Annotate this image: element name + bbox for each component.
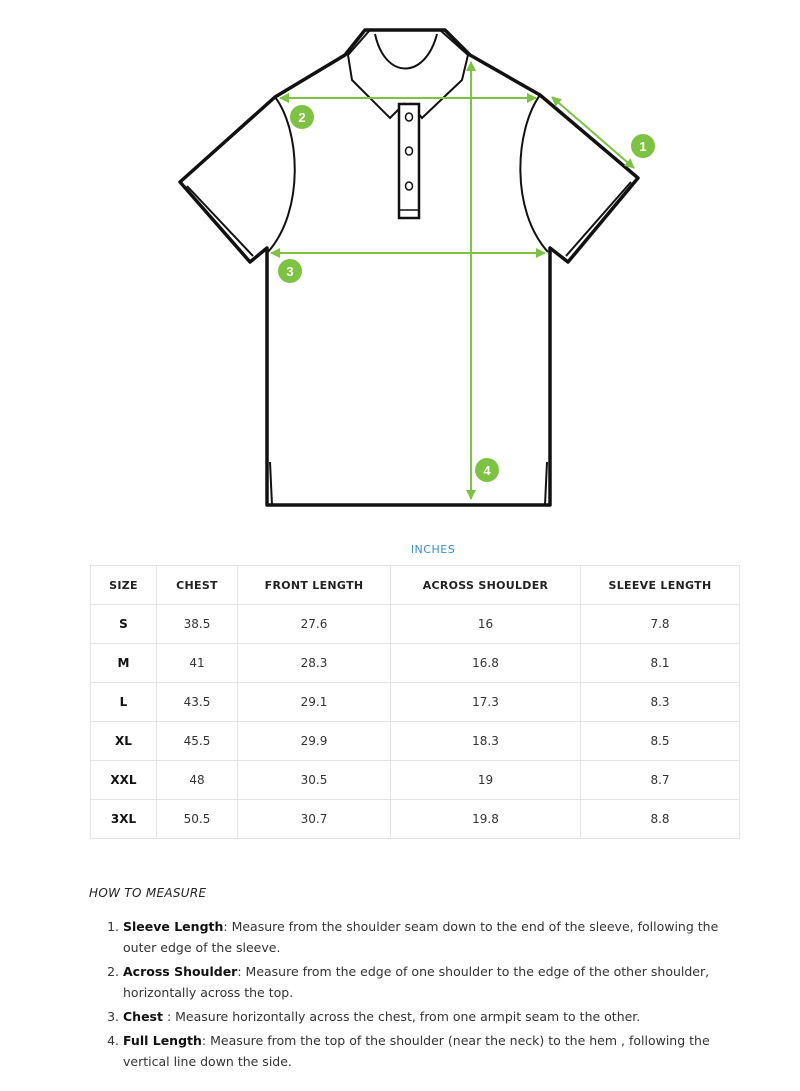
polo-shirt-diagram [0,0,800,520]
how-to-measure-title: HOW TO MEASURE [89,886,207,900]
instruction-desc: : Measure from the top of the shoulder (near the neck) to the hem , following the vertical line down the side. [123,1033,710,1069]
across-shoulder-cell: 19 [391,761,581,800]
across-shoulder-cell: 17.3 [391,683,581,722]
table-row [91,644,740,683]
front-length-cell: 27.6 [238,605,391,644]
marker-2 [290,105,314,129]
sleeve-length-cell: 8.1 [581,644,740,683]
size-cell: M [91,644,157,683]
across-shoulder-cell: 19.8 [391,800,581,839]
size-cell: L [91,683,157,722]
table-row [91,722,740,761]
instruction-desc: : Measure horizontally across the chest, from one armpit seam to the other. [162,1009,641,1024]
header-front-length: FRONT LENGTH [238,566,391,605]
svg-text:3: 3 [286,264,294,279]
size-cell: XXL [91,761,157,800]
table-header-row [91,566,740,605]
sleeve-length-cell: 8.7 [581,761,740,800]
instruction-term: Full Length [123,1033,202,1048]
header-sleeve-length: SLEEVE LENGTH [581,566,740,605]
svg-text:2: 2 [298,110,306,125]
size-cell: 3XL [91,800,157,839]
front-length-cell: 29.1 [238,683,391,722]
marker-1 [631,134,655,158]
chest-cell: 45.5 [157,722,238,761]
front-length-cell: 30.5 [238,761,391,800]
sleeve-length-cell: 8.8 [581,800,740,839]
across-shoulder-cell: 16 [391,605,581,644]
sleeve-length-cell: 7.8 [581,605,740,644]
across-shoulder-cell: 18.3 [391,722,581,761]
list-item [123,916,729,958]
header-size: SIZE [91,566,157,605]
sleeve-length-cell: 8.3 [581,683,740,722]
svg-text:4: 4 [483,463,491,478]
chest-cell: 38.5 [157,605,238,644]
chest-cell: 41 [157,644,238,683]
instruction-desc: : Measure from the edge of one shoulder to the edge of the other shoulder, horizontally across the top. [123,964,710,1000]
table-row [91,800,740,839]
across-shoulder-cell: 16.8 [391,644,581,683]
list-item [123,961,729,1003]
table-row [91,605,740,644]
header-across-shoulder: ACROSS SHOULDER [391,566,581,605]
svg-text:1: 1 [639,139,647,154]
unit-label: INCHES [410,543,456,556]
size-cell: XL [91,722,157,761]
size-cell: S [91,605,157,644]
measure-instructions-list [89,916,729,1072]
shirt-outline [180,30,638,505]
front-length-cell: 29.9 [238,722,391,761]
sleeve-length-cell: 8.5 [581,722,740,761]
chest-cell: 43.5 [157,683,238,722]
table-row [91,761,740,800]
how-to-measure-section [89,886,729,1075]
marker-3 [278,259,302,283]
list-item [123,1030,729,1072]
size-chart-table [90,565,740,839]
instruction-term: Across Shoulder [123,964,238,979]
marker-4 [475,458,499,482]
front-length-cell: 30.7 [238,800,391,839]
instruction-term: Chest [123,1009,163,1024]
list-item [123,1006,729,1027]
table-row [91,683,740,722]
instruction-desc: : Measure from the shoulder seam down to the end of the sleeve, following the outer edge of the sleeve. [123,919,719,955]
front-length-cell: 28.3 [238,644,391,683]
instruction-term: Sleeve Length [123,919,224,934]
chest-cell: 48 [157,761,238,800]
chest-cell: 50.5 [157,800,238,839]
header-chest: CHEST [157,566,238,605]
